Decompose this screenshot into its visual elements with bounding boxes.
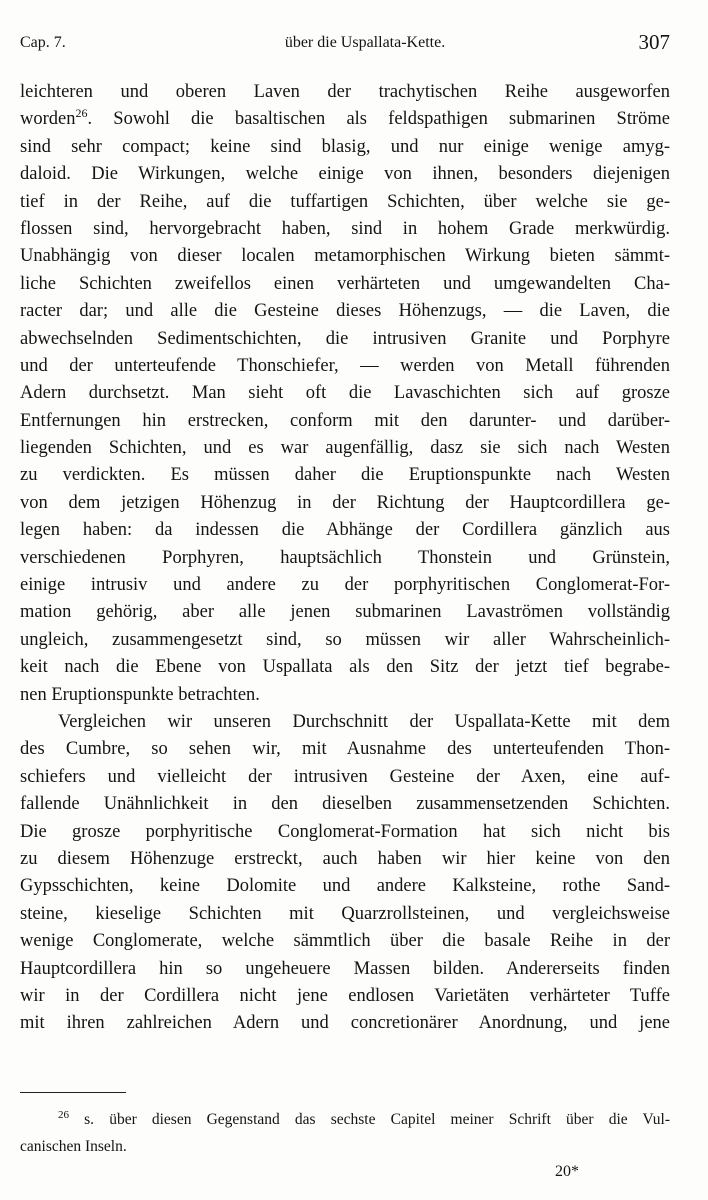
text-line: tief in der Reihe, auf die tuffartigen Schichten, über welche sie ge-: [20, 191, 670, 212]
text-line: zu verdickten. Es müssen daher die Eruptionspunkte nach Westen: [20, 465, 670, 486]
printer-signature-mark: 20*: [555, 1163, 579, 1180]
text-line: zu diesem Höhenzuge erstreckt, auch haben wir hier keine von den: [20, 848, 670, 869]
text-line: leichteren und oberen Laven der trachytischen Reihe ausgeworfen: [20, 82, 670, 102]
text-line: verschiedenen Porphyren, hauptsächlich Thonstein und Grünstein,: [20, 547, 670, 568]
text-line: mation gehörig, aber alle jenen submarinen Lavaströmen vollständig: [20, 602, 670, 623]
running-title: über die Uspallata-Kette.: [284, 34, 446, 51]
text-line: abwechselnden Sedimentschichten, die intrusiven Granite und Porphyre: [20, 328, 670, 349]
paragraph-first-line: Vergleichen wir unseren Durchschnitt der Uspallata-Kette mit dem: [58, 711, 670, 732]
footnote-line: $^{26}$ s. über diesen Gegenstand das sechste Capitel meiner Schrift über die Vul-: [58, 1109, 670, 1128]
text-line: keit nach die Ebene von Uspallata als den Sitz der jetzt tief begrabe-: [20, 657, 670, 678]
text-line: schiefers und vielleicht der intrusiven Gesteine der Axen, eine auf-: [20, 766, 670, 787]
main-text: [20, 79, 670, 1038]
text-line: von dem jetzigen Höhenzug in der Richtung der Hauptcordillera ge-: [20, 492, 670, 513]
page-number: 307: [638, 30, 670, 54]
text-line: worden$^{26}$. Sowohl die basaltischen als feldspathigen submarinen Ströme: [20, 106, 670, 130]
text-line: nen Eruptionspunkte betrachten.: [20, 684, 260, 705]
running-header: [20, 30, 670, 60]
text-line: Unabhängig von dieser localen metamorphischen Wirkung bieten sämmt-: [20, 246, 670, 267]
footnote-reference: 26: [75, 106, 88, 121]
chapter-label: Cap. 7.: [20, 34, 66, 51]
text-line: legen haben: da indessen die Abhänge der Cordillera gänzlich aus: [20, 520, 670, 541]
footnote-marker: 26: [58, 1109, 69, 1121]
text-line: fallende Unähnlichkeit in den dieselben zusammensetzenden Schichten.: [20, 794, 670, 815]
text-line: Entfernungen hin erstrecken, conform mit den darunter- und darüber-: [20, 410, 670, 431]
text-line: sind sehr compact; keine sind blasig, und nur einige wenige amyg-: [20, 136, 670, 157]
text-line: Hauptcordillera hin so ungeheuere Massen bilden. Andererseits finden: [20, 958, 670, 979]
text-line: steine, kieselige Schichten mit Quarzrollsteinen, und vergleichsweise: [20, 903, 670, 924]
footnote-line: canischen Inseln.: [20, 1138, 127, 1156]
text-line: wenige Conglomerate, welche sämmtlich über die basale Reihe in der: [20, 931, 670, 952]
footnote-divider: [20, 1092, 126, 1093]
text-line: mit ihren zahlreichen Adern und concretionärer Anordnung, und jene: [20, 1013, 670, 1034]
text-line: daloid. Die Wirkungen, welche einige von ihnen, besonders diejenigen: [20, 164, 670, 185]
text-line: flossen sind, hervorgebracht haben, sind in hohem Grade merkwürdig.: [20, 218, 670, 239]
text-line: ungleich, zusammengesetzt sind, so müssen wir aller Wahrscheinlich-: [20, 629, 670, 650]
text-line: liegenden Schichten, und es war augenfällig, dasz sie sich nach Westen: [20, 438, 670, 459]
text-line: und der unterteufende Thonschiefer, — werden von Metall führenden: [20, 355, 670, 376]
text-line: liche Schichten zweifellos einen verhärteten und umgewandelten Cha-: [20, 273, 670, 294]
text-line: racter dar; und alle die Gesteine dieses Höhenzugs, — die Laven, die: [20, 301, 670, 322]
text-line: wir in der Cordillera nicht jene endlosen Varietäten verhärteter Tuffe: [20, 985, 670, 1006]
text-line: Adern durchsetzt. Man sieht oft die Lavaschichten sich auf grosze: [20, 383, 670, 404]
footnote: [20, 1108, 670, 1163]
text-line: Die grosze porphyritische Conglomerat-Formation hat sich nicht bis: [20, 821, 670, 842]
text-line: des Cumbre, so sehen wir, mit Ausnahme des unterteufenden Thon-: [20, 739, 670, 760]
text-line: einige intrusiv und andere zu der porphyritischen Conglomerat-For-: [20, 575, 670, 596]
text-line: Gypsschichten, keine Dolomite und andere Kalksteine, rothe Sand-: [20, 876, 670, 897]
